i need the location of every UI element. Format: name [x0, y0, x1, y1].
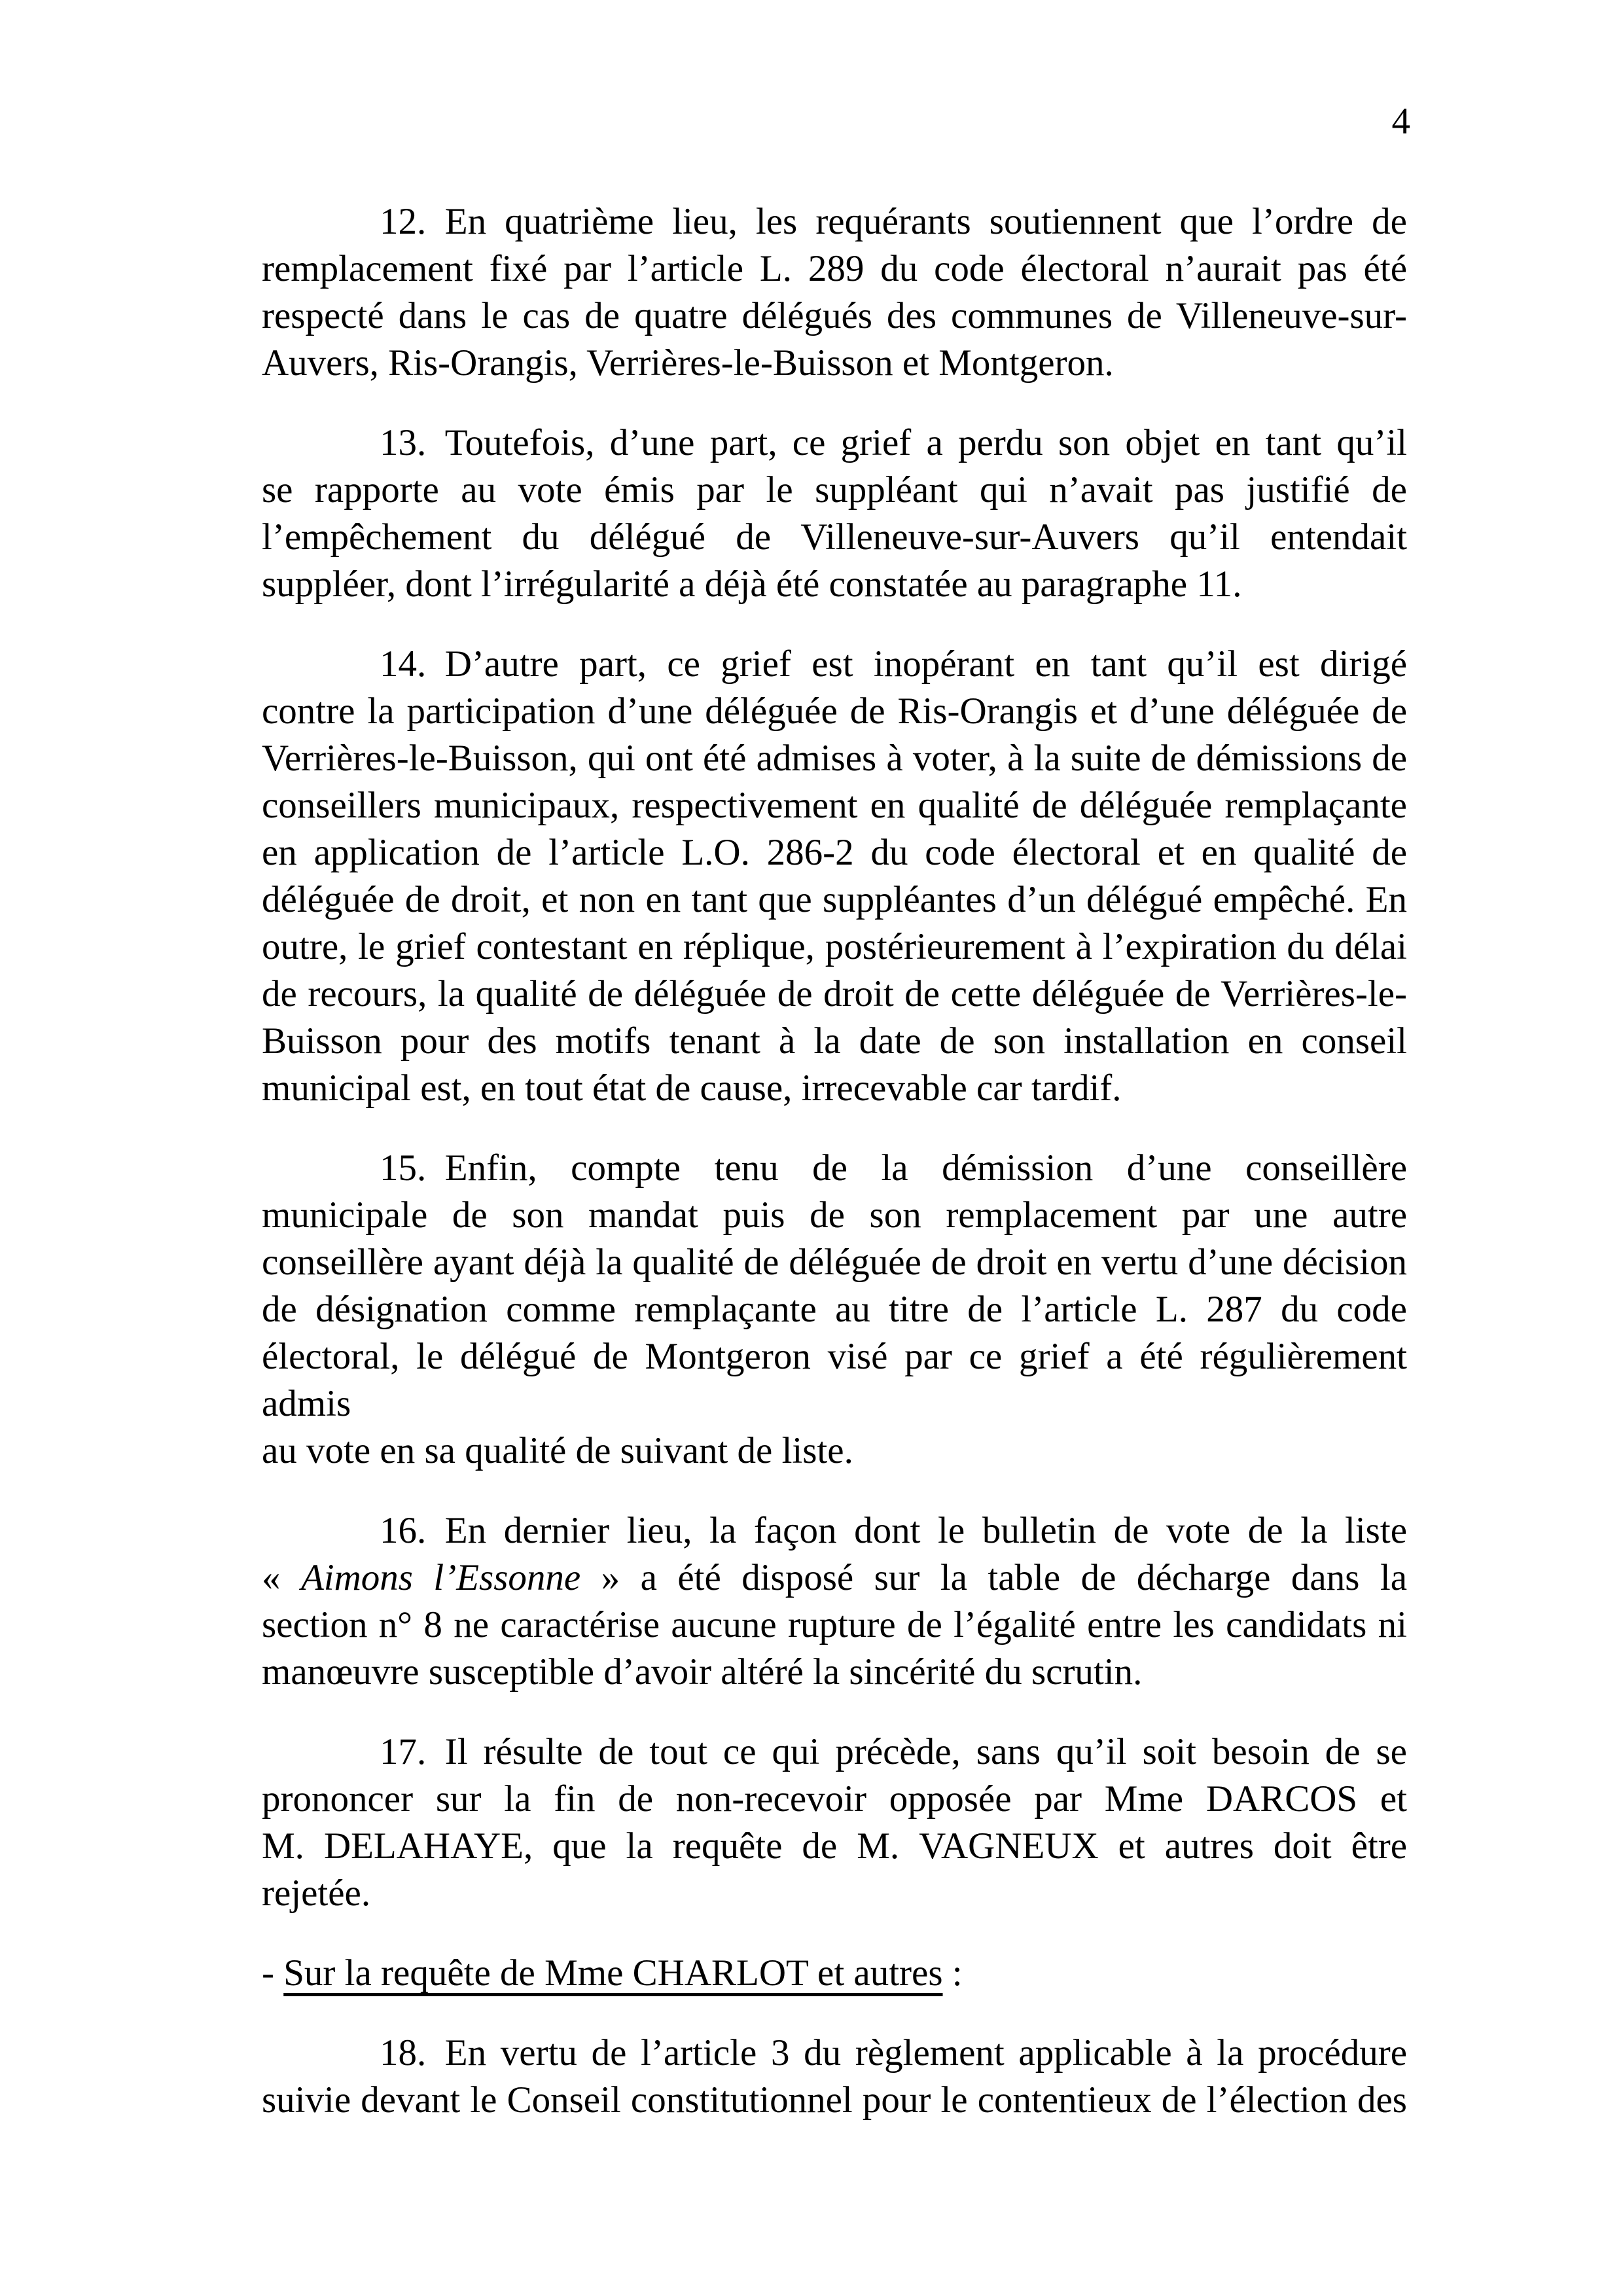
- text-line: [262, 1192, 1407, 1239]
- text-line: [262, 876, 1407, 924]
- text-line: [262, 514, 1407, 561]
- document-body: [262, 198, 1407, 2157]
- text-line: [262, 1286, 1407, 1333]
- text-segment: contre la participation d’une déléguée de Ris-Orangis et d’une déléguée de: [262, 691, 1407, 732]
- text-segment: prononcer sur la fin de non-recevoir opposée par Mme DARCOS et: [262, 1778, 1407, 1820]
- text-line: [262, 1065, 1407, 1112]
- text-line: [262, 924, 1407, 971]
- text-segment: conseillère ayant déjà la qualité de déléguée de droit en vertu d’une décision: [262, 1242, 1407, 1283]
- text-segment: 16. En dernier lieu, la façon dont le bulletin de vote de la liste: [380, 1510, 1407, 1551]
- text-line: [262, 971, 1407, 1018]
- text-line: [262, 1554, 1407, 1602]
- text-line: [262, 467, 1407, 514]
- text-segment: au vote en sa qualité de suivant de liste.: [262, 1430, 853, 1471]
- text-line: [262, 1870, 1407, 1917]
- text-line: [262, 245, 1407, 293]
- text-segment: municipal est, en tout état de cause, irrecevable car tardif.: [262, 1067, 1122, 1109]
- text-segment: en application de l’article L.O. 286-2 du code électoral et en qualité de: [262, 832, 1407, 873]
- text-line: [262, 1950, 1407, 1997]
- text-segment: -: [262, 1952, 284, 1994]
- paragraph-15: [262, 1145, 1407, 1475]
- text-line: [262, 735, 1407, 782]
- text-segment: section n° 8 ne caractérise aucune rupture de l’égalité entre les candidats ni: [262, 1604, 1407, 1645]
- text-line: [262, 420, 1407, 467]
- text-segment-underline: Sur la requête de Mme CHARLOT et autres: [283, 1952, 943, 1994]
- text-segment: M. DELAHAYE, que la requête de M. VAGNEUX et autres doit être: [262, 1825, 1407, 1867]
- text-line: [262, 1239, 1407, 1286]
- paragraph-12: [262, 198, 1407, 387]
- text-segment: Auvers, Ris-Orangis, Verrières-le-Buisson et Montgeron.: [262, 342, 1114, 384]
- text-segment: suivie devant le Conseil constitutionnel pour le contentieux de l’élection des: [262, 2079, 1407, 2121]
- text-line: [262, 1018, 1407, 1065]
- text-line: [262, 782, 1407, 829]
- text-segment: outre, le grief contestant en réplique, postérieurement à l’expiration du délai: [262, 926, 1407, 967]
- text-segment: respecté dans le cas de quatre délégués des communes de Villeneuve-sur-: [262, 295, 1407, 336]
- text-segment: conseillers municipaux, respectivement en qualité de déléguée remplaçante: [262, 785, 1407, 826]
- text-line: [262, 198, 1407, 245]
- text-segment: se rapporte au vote émis par le suppléant qui n’avait pas justifié de: [262, 469, 1407, 511]
- text-line: [262, 1427, 1407, 1475]
- text-line: [262, 1823, 1407, 1870]
- text-segment: rejetée.: [262, 1873, 371, 1914]
- text-segment: 12. En quatrième lieu, les requérants soutiennent que l’ordre de: [380, 201, 1407, 242]
- text-line: [262, 1507, 1407, 1554]
- text-segment: «: [262, 1557, 301, 1598]
- text-segment: :: [942, 1952, 963, 1994]
- text-line: [262, 293, 1407, 340]
- text-line: [262, 829, 1407, 876]
- text-segment-italic: Aimons l’Essonne: [300, 1557, 581, 1598]
- text-segment: de recours, la qualité de déléguée de droit de cette déléguée de Verrières-le-: [262, 973, 1407, 1014]
- page-number: 4: [1391, 101, 1410, 142]
- text-segment: 13. Toutefois, d’une part, ce grief a perdu son objet en tant qu’il: [380, 422, 1407, 463]
- text-segment: l’empêchement du délégué de Villeneuve-sur-Auvers qu’il entendait: [262, 516, 1407, 558]
- text-segment: 14. D’autre part, ce grief est inopérant en tant qu’il est dirigé: [380, 643, 1407, 685]
- text-segment: municipale de son mandat puis de son remplacement par une autre: [262, 1194, 1407, 1236]
- text-line: [262, 641, 1407, 688]
- text-segment: manœuvre susceptible d’avoir altéré la sincérité du scrutin.: [262, 1651, 1143, 1693]
- text-line: [262, 1333, 1407, 1427]
- text-line: [262, 2077, 1407, 2124]
- paragraph-16: [262, 1507, 1407, 1696]
- text-segment: » a été disposé sur la table de décharge dans la: [580, 1557, 1407, 1598]
- text-line: [262, 1776, 1407, 1823]
- paragraph-14: [262, 641, 1407, 1112]
- text-segment: électoral, le délégué de Montgeron visé par ce grief a été régulièrement admis: [262, 1336, 1407, 1424]
- text-segment: remplacement fixé par l’article L. 289 du code électoral n’aurait pas été: [262, 248, 1407, 289]
- paragraph-18: [262, 2030, 1407, 2124]
- text-line: [262, 1649, 1407, 1696]
- text-line: [262, 561, 1407, 608]
- text-line: [262, 1602, 1407, 1649]
- text-segment: 18. En vertu de l’article 3 du règlement applicable à la procédure: [380, 2032, 1407, 2073]
- text-segment: 15. Enfin, compte tenu de la démission d’une conseillère: [380, 1147, 1407, 1189]
- text-line: [262, 1729, 1407, 1776]
- text-line: [262, 1145, 1407, 1192]
- text-segment: Verrières-le-Buisson, qui ont été admises à voter, à la suite de démissions de: [262, 738, 1407, 779]
- text-line: [262, 2030, 1407, 2077]
- paragraph-17: [262, 1729, 1407, 1917]
- text-segment: 17. Il résulte de tout ce qui précède, sans qu’il soit besoin de se: [380, 1731, 1407, 1772]
- text-line: [262, 688, 1407, 735]
- text-segment: déléguée de droit, et non en tant que suppléantes d’un délégué empêché. En: [262, 879, 1407, 920]
- text-line: [262, 340, 1407, 387]
- text-segment: suppléer, dont l’irrégularité a déjà été constatée au paragraphe 11.: [262, 564, 1242, 605]
- heading-requete-charlot: [262, 1950, 1407, 1997]
- text-segment: Buisson pour des motifs tenant à la date de son installation en conseil: [262, 1020, 1407, 1062]
- paragraph-13: [262, 420, 1407, 608]
- text-segment: de désignation comme remplaçante au titre de l’article L. 287 du code: [262, 1289, 1407, 1330]
